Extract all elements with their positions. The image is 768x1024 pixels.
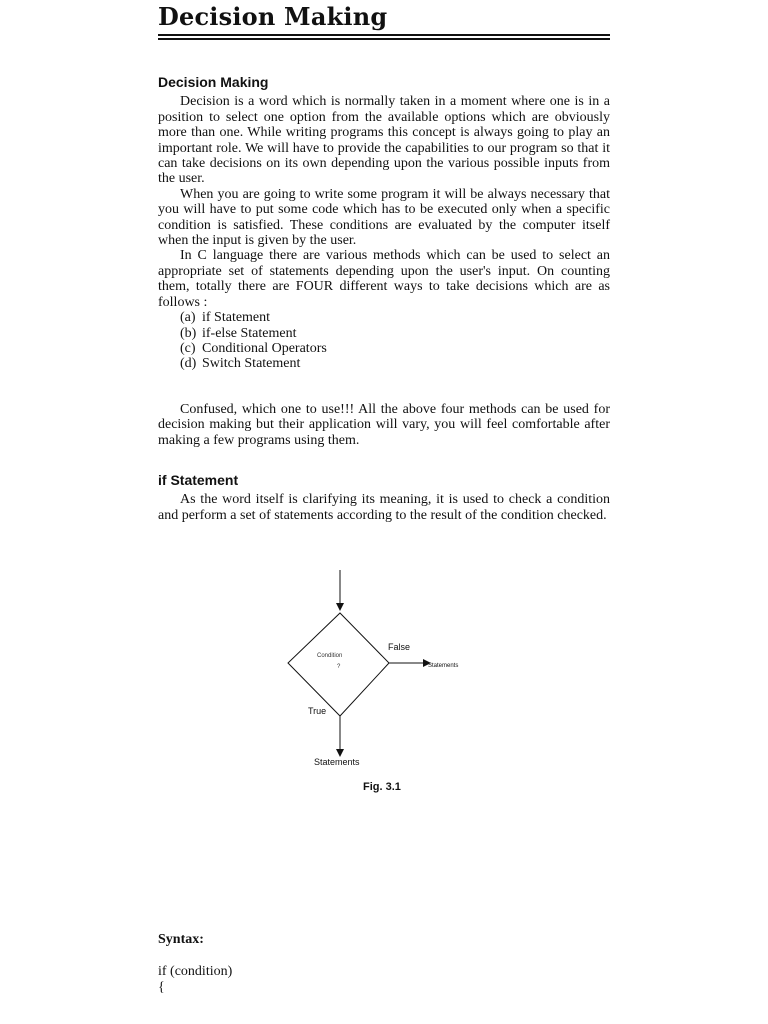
intro-paragraph-2: When you are going to write some program it will be always necessary that you will have to put some code which has to be executed only when a specific condition is satisfied. These conditions are evaluated by the computer itself when the input is given by the user. — [158, 186, 610, 249]
title-rule-bottom — [158, 38, 610, 40]
document-body — [158, 70, 610, 523]
section-heading-if-statement: if Statement — [158, 471, 239, 488]
list-item: (b) if-else Statement — [180, 325, 297, 341]
title-rule-top — [158, 34, 610, 36]
question-mark-label: ? — [337, 664, 341, 670]
section-heading-decision-making: Decision Making — [158, 74, 269, 90]
condition-label: Condition — [317, 653, 343, 659]
if-statement-flowchart — [270, 568, 480, 778]
decision-methods-list — [158, 310, 610, 372]
list-item: (a) if Statement — [180, 310, 271, 326]
syntax-code-line-1: if (condition) — [158, 964, 233, 979]
list-item: (d) Switch Statement — [180, 356, 301, 372]
right-statements-label: Statements — [428, 663, 459, 669]
syntax-code-line-2: { — [158, 980, 165, 995]
intro-paragraph-1: Decision is a word which is normally taken in a moment where one is in a position to select one option from the available options which are obviously more than one. While writing programs this concept is always going to play an important role. We will have to provide the capabilities to our program so that it can take decisions on its own depending upon the various possible inputs from the user. — [158, 94, 610, 187]
if-statement-paragraph: As the word itself is clarifying its meaning, it is used to check a condition and perform a set of statements according to the result of the condition checked. — [158, 492, 610, 523]
page-title: Decision Making — [158, 2, 388, 31]
figure-caption: Fig. 3.1 — [363, 781, 401, 793]
closing-paragraph: Confused, which one to use!!! All the above four methods can be used for decision making but their application will vary, you will feel comfortable after making a few programs using them. — [158, 401, 610, 448]
intro-paragraph-3: In C language there are various methods which can be used to select an appropriate set of statements depending upon the user's input. On counting them, totally there are FOUR different ways to take decisions which are as follows : — [158, 248, 610, 310]
syntax-heading: Syntax: — [158, 932, 204, 947]
bottom-statements-label: Statements — [314, 757, 360, 767]
list-item: (c) Conditional Operators — [180, 340, 327, 356]
false-label: False — [388, 642, 411, 652]
true-label: True — [308, 706, 327, 716]
